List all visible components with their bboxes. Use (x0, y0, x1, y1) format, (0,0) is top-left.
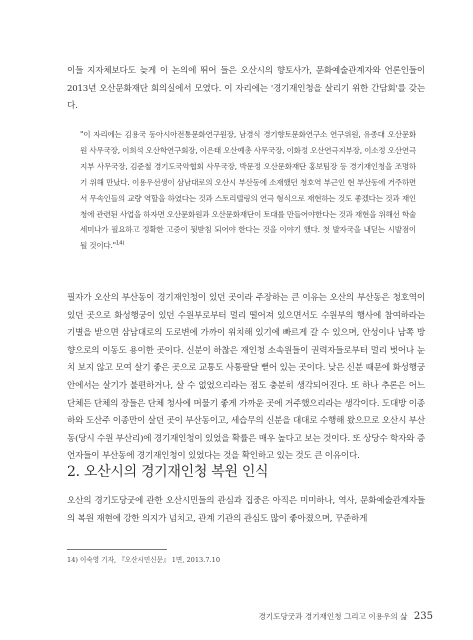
block-quote (80, 127, 416, 254)
footnote: 14) 이숙영 기자, 『오산시민신문』 1면, 2013.7.10 (67, 556, 221, 564)
section-heading: 2. 오산시의 경기재인청 복원 인식 (67, 464, 269, 480)
body-paragraph-section: 오산의 경기도당굿에 관한 오산시민들의 관심과 집중은 아직은 미미하나, 역사, 문화예술관계자들의 복원 재현에 강한 의지가 넘치고, 관계 기관의 관심도 많이 좋아졌으며, 꾸준하게 (67, 496, 425, 524)
body-paragraph-intro: 이들 지자체보다도 늦게 이 논의에 뛰어 들은 오산시의 향토사가, 문화예술관계자와 언론인들이 2013년 오산문화재단 회의실에서 모였다. 이 자리에는 '경기재인청을 살리기 위한 간담회'를 갖는다. (67, 66, 425, 112)
footnote-reference: 14) (115, 240, 125, 247)
running-title: 경기도당굿과 경기재인청 그리고 이용우의 삶 (258, 612, 408, 621)
page-number: 235 (413, 611, 433, 622)
body-paragraph-main: 필자가 오산의 부산동이 경기재인청이 있던 곳이라 주장하는 큰 이유는 오산의 부산동은 청호역이 있던 곳으로 화성행궁이 있던 수원부로부터 멀리 떨어져 있으면서도 수원부의 행사에 참여하라는 기별을 받으면 삼남대로의 도로변에 가까이 위치해 있기에 빠르게 갈 수 있으며, 안성이나 남쪽 방향으로의 이동도 용이한 곳이다. 신분이 하찮은 재인청 소속원들이 권력자들로부터 멀리 벗어나 눈치 보지 않고 모여 살기 좋은 곳으로 교통도 사통팔달 뻗어 있는 곳이다. 낮은 신분 때문에 화성행궁 안에서는 살기가 불편하거나, 살 수 없었으리라는 점도 충분히 생각되어진다. 또 하나 추론은 어느 단체든 단체의 장들은 단체 청사에 머물기 좋게 가까운 곳에 거주했으리라는 생각이다. 도대방 이종하와 도산주 이종만이 살던 곳이 부산동이고, 세습무의 신분을 대대로 수행해 왔으므로 오산시 부산동(당시 수원 부산리)에 경기재인청이 있었을 확률은 매우 높다고 보는 것이다. 또 상당수 학자와 증언자들이 부산동에 경기재인청이 있었다는 것을 확인하고 있는 것도 큰 이유이다. (67, 293, 425, 462)
footnote-divider (67, 549, 167, 550)
page-footer (258, 611, 433, 622)
block-quote-text: "이 자리에는 김용국 동아시아전통문화연구원장, 남경식 경기향토문화연구소 연구위원, 유종대 오산문화원 사무국장, 이희석 오산학연구회장, 이은태 오산예총 사무국장, 이화정 오산연극지부장, 이소정 오산연극지부 사무국장, 김준철 경기도국악협회 사무국장, 박문정 오산문화재단 홍보팀장 등 경기재인청을 조명하기 위해 만났다. 이용우선생이 삼남대로의 오산시 부산동에 소재했던 청호역 부근인 현 부산동에 거주하면서 무속인들의 교량 역할을 하였다는 것과 스토리텔링의 연극 형식으로 재현하는 것도 좋겠다는 것과 재인청에 관련된 사업을 하자면 오산문화원과 오산문화재단이 토대를 만들어야한다는 것과 재현을 위해선 학술세미나가 필요하고 정확한 고증이 뒷받침 되어야 한다는 것을 이야기 했다. 첫 발자국을 내딛는 시발점이 될 것이다." (80, 130, 416, 251)
